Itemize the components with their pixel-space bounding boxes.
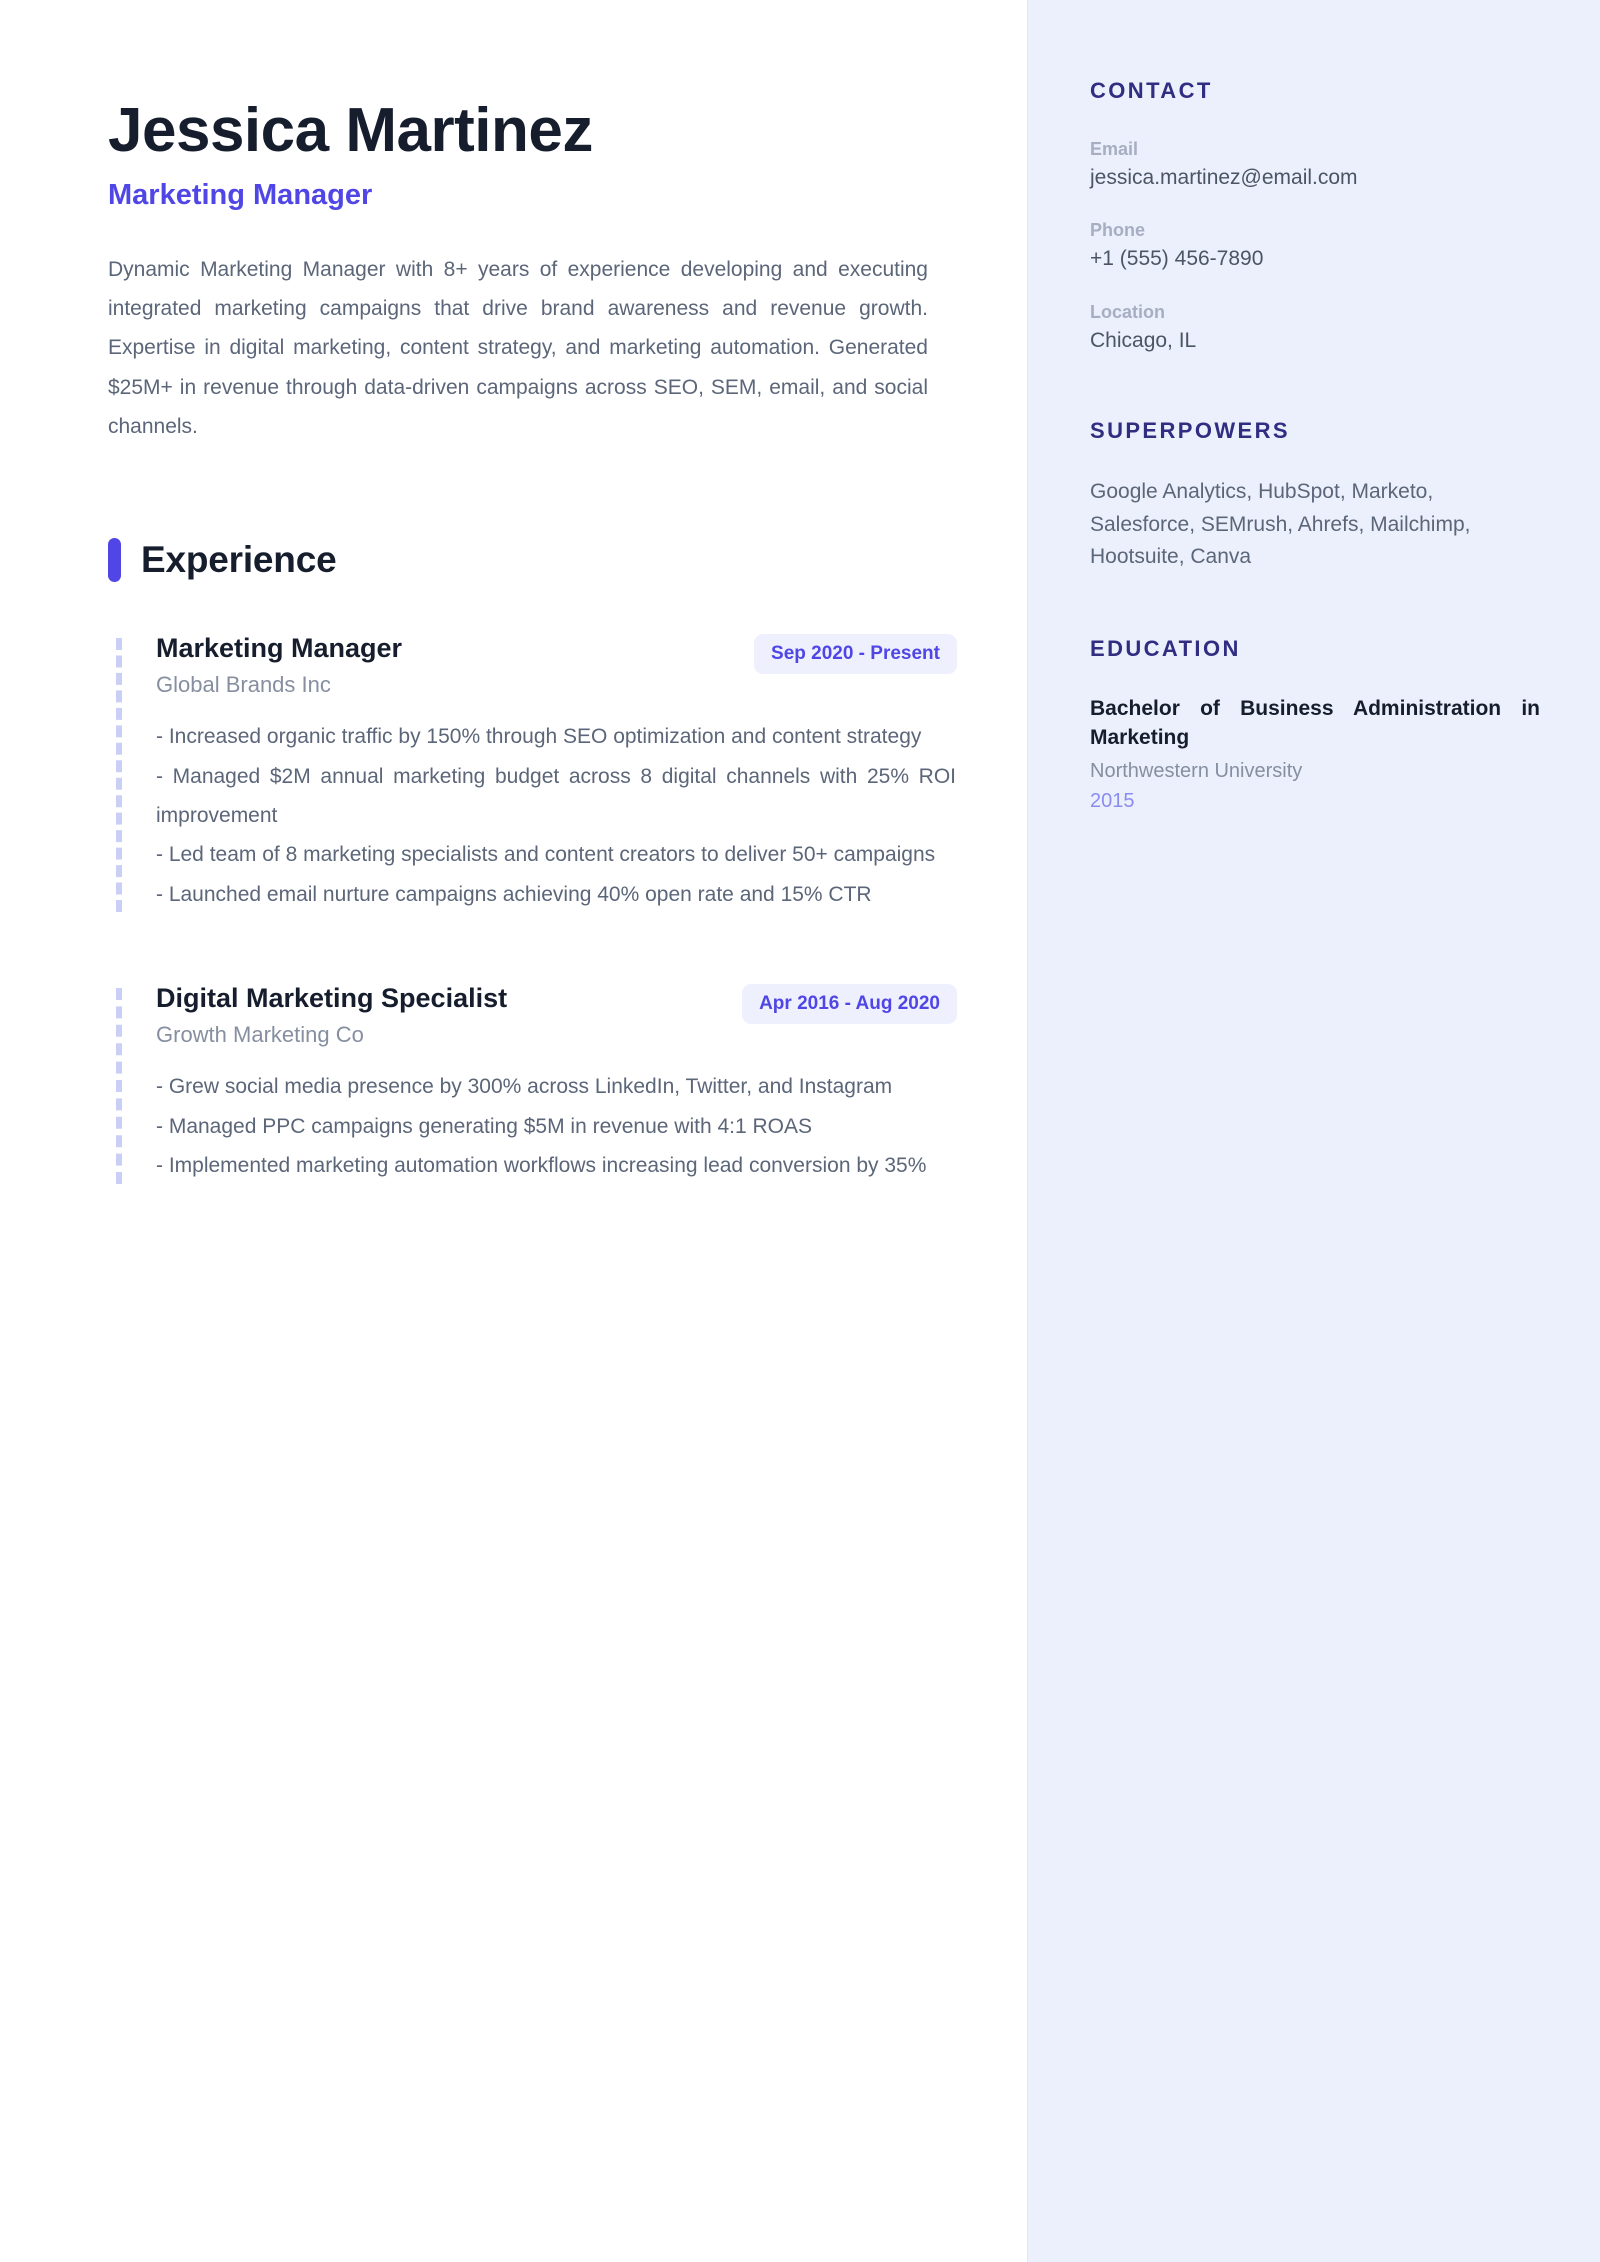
experience-item-company: Growth Marketing Co <box>156 1022 364 1048</box>
experience-bullet: - Implemented marketing automation workflows increasing lead conversion by 35% <box>156 1154 927 1178</box>
education-year: 2015 <box>1090 789 1135 812</box>
experience-item-company: Global Brands Inc <box>156 672 331 698</box>
sidebar <box>1027 0 1600 2262</box>
contact-item-label: Email <box>1090 139 1139 159</box>
experience-item <box>108 982 957 1185</box>
timeline-rail-icon <box>116 988 122 1183</box>
experience-bullet: - Led team of 8 marketing specialists and content creators to deliver 50+ campaigns <box>156 843 936 867</box>
experience-item-bullets <box>156 1067 957 1185</box>
experience-list <box>108 632 957 1185</box>
experience-bullet: - Managed PPC campaigns generating $5M in revenue with 4:1 ROAS <box>156 1114 813 1138</box>
experience-section-title: Experience <box>141 539 337 581</box>
contact-list <box>1090 136 1540 356</box>
experience-item-date-badge: Apr 2016 - Aug 2020 <box>742 984 957 1024</box>
contact-item-label: Phone <box>1090 220 1146 241</box>
contact-section <box>1090 78 1540 356</box>
contact-item-value[interactable]: +1 (555) 456-7890 <box>1090 247 1264 271</box>
education-school: Northwestern University <box>1090 759 1303 782</box>
experience-item-header <box>156 982 957 1051</box>
contact-item <box>1090 136 1540 193</box>
experience-item-bullets <box>156 717 957 914</box>
contact-item <box>1090 299 1540 356</box>
accent-bar-icon <box>108 538 121 582</box>
experience-bullet: - Increased organic traffic by 150% through SEO optimization and content strategy <box>156 725 922 749</box>
experience-bullet: - Grew social media presence by 300% across LinkedIn, Twitter, and Instagram <box>156 1075 893 1099</box>
experience-section <box>108 538 957 1185</box>
experience-item-identity <box>156 982 507 1051</box>
experience-bullet: - Launched email nurture campaigns achieving 40% open rate and 15% CTR <box>156 882 872 906</box>
skills-text: Google Analytics, HubSpot, Marketo, Salesforce, SEMrush, Ahrefs, Mailchimp, Hootsuite, Canva <box>1090 480 1471 569</box>
contact-item-value[interactable]: Chicago, IL <box>1090 328 1197 352</box>
job-role-subtitle: Marketing Manager <box>108 178 373 211</box>
experience-bullet: - Managed $2M annual marketing budget across 8 digital channels with 25% ROI improvement <box>156 764 956 827</box>
experience-section-header <box>108 538 957 582</box>
experience-item-identity <box>156 632 402 701</box>
superpowers-section <box>1090 418 1540 574</box>
experience-item-header <box>156 632 957 701</box>
timeline-rail-icon <box>116 638 122 912</box>
page-title: Jessica Martinez <box>108 96 593 165</box>
education-degree: Bachelor of Business Administration in Marketing <box>1090 696 1540 750</box>
experience-item <box>108 632 957 914</box>
education-list <box>1090 694 1540 816</box>
contact-item <box>1090 217 1540 274</box>
education-section <box>1090 636 1540 816</box>
experience-item-date-badge: Sep 2020 - Present <box>754 634 957 674</box>
contact-item-label: Location <box>1090 301 1165 322</box>
experience-item-title: Digital Marketing Specialist <box>156 983 508 1014</box>
experience-item-title: Marketing Manager <box>156 633 403 664</box>
contact-section-title: CONTACT <box>1090 78 1213 103</box>
education-item <box>1090 694 1540 816</box>
education-section-title: EDUCATION <box>1090 635 1241 661</box>
professional-summary: Dynamic Marketing Manager with 8+ years of experience developing and executing integrated marketing campaigns that drive brand awareness and revenue growth. Expertise in digital marketing, content strategy, and marketing automation. Generated $25M+ in revenue through data-driven campaigns across SEO, SEM, email, and social channels. <box>108 257 928 439</box>
contact-item-value[interactable]: jessica.martinez@email.com <box>1090 166 1358 189</box>
superpowers-section-title: SUPERPOWERS <box>1090 418 1290 444</box>
